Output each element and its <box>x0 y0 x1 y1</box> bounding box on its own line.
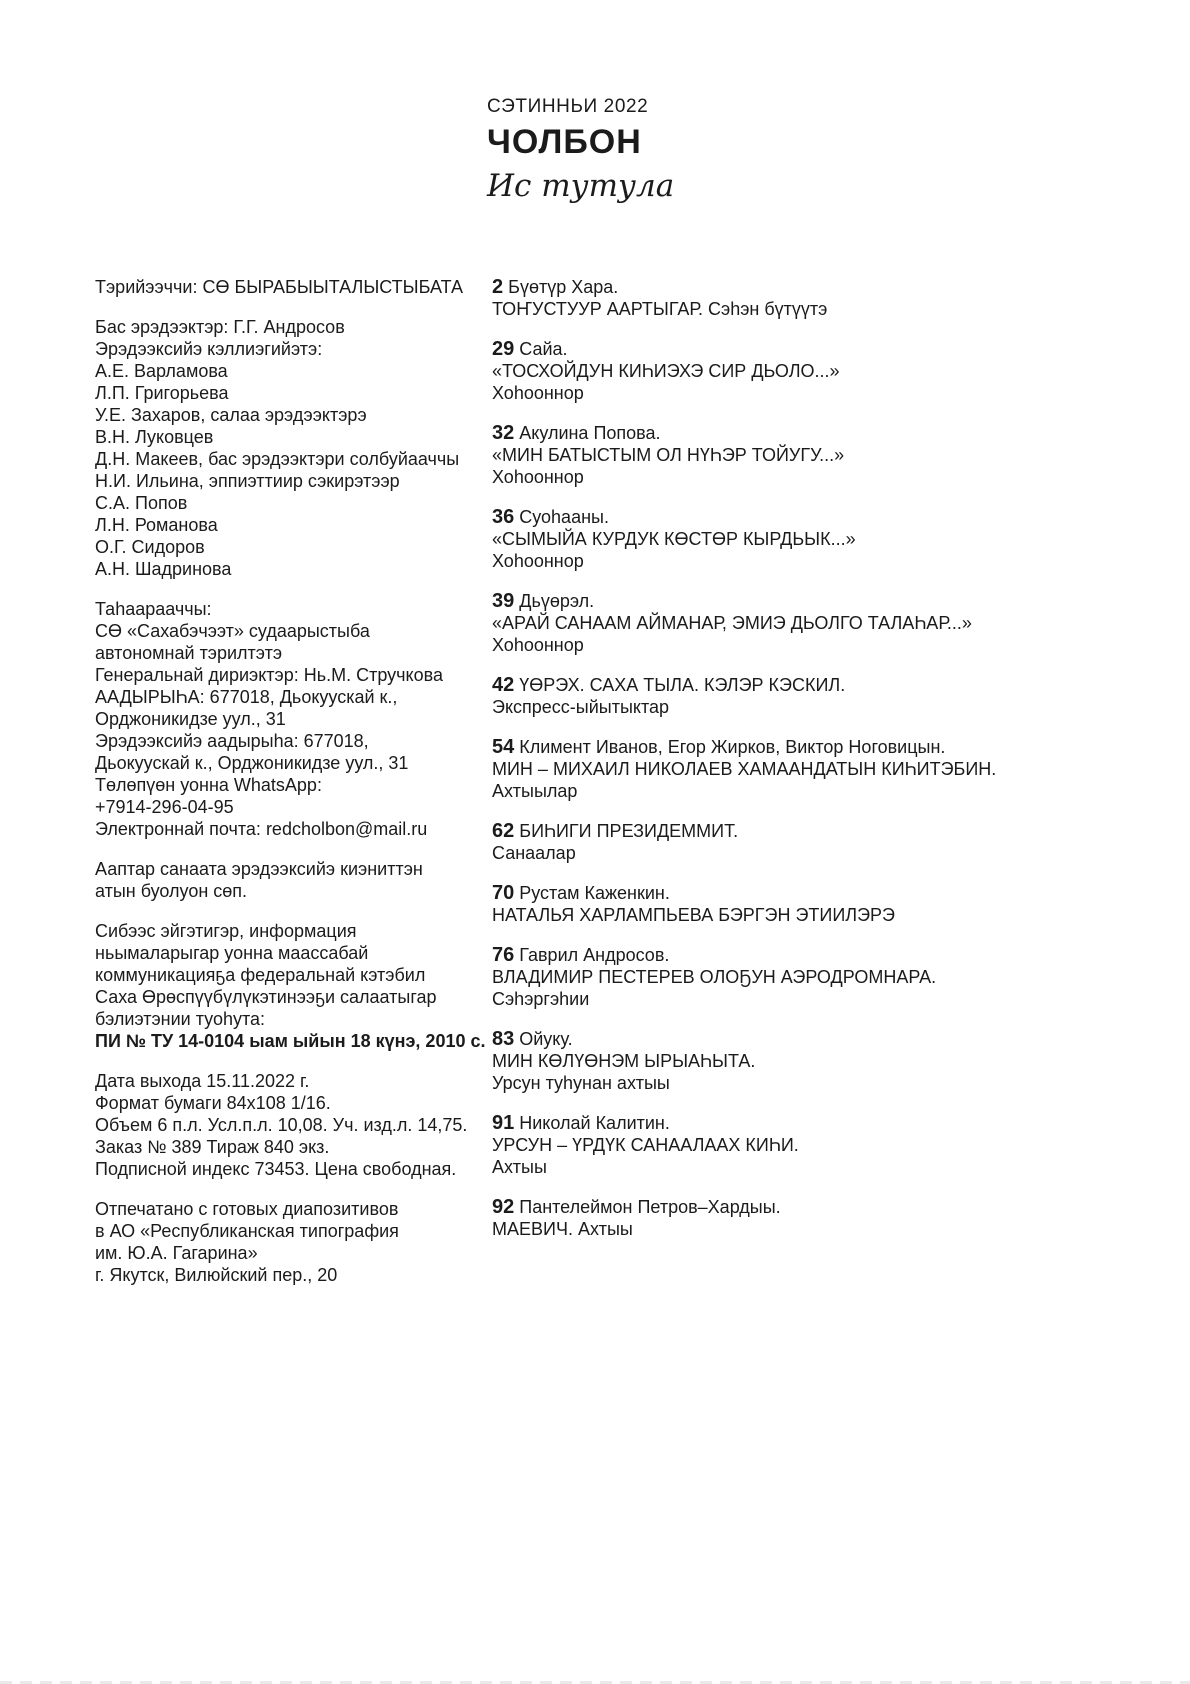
imprint-line: Саха Өрөспүүбүлүкэтинээҕи салаатыгар <box>95 987 437 1007</box>
toc-entry-line: Хоһооннор <box>492 551 584 571</box>
toc-entry-line: Хоһооннор <box>492 383 584 403</box>
toc-entry-first-line: 39 Дьүөрэл. <box>492 590 595 612</box>
toc-entry-line: МИН КӨЛҮӨНЭМ ЫРЫАҺЫТА. <box>492 1051 756 1071</box>
imprint-line: Н.И. Ильина, эппиэттиир сэкирэтээр <box>95 471 400 491</box>
toc-entry-line: Хоһооннор <box>492 635 584 655</box>
toc-entry <box>492 944 1162 1010</box>
imprint-block <box>95 276 495 298</box>
toc-page-number: 39 <box>492 590 515 612</box>
toc-entry <box>492 422 1162 488</box>
imprint-line: С.А. Попов <box>95 493 188 513</box>
toc-page-number: 76 <box>492 944 515 966</box>
imprint-line: ААДЫРЫҺА: 677018, Дьокуускай к., <box>95 687 398 707</box>
imprint-line: А.Н. Шадринова <box>95 559 232 579</box>
toc-page-number: 54 <box>492 736 515 758</box>
toc-entry-line: «МИН БАТЫСТЫМ ОЛ НҮҺЭР ТОЙУГУ...» <box>492 445 845 465</box>
toc-entry-first-line: 70 Рустам Каженкин. <box>492 882 670 904</box>
imprint-line: Подписной индекс 73453. Цена свободная. <box>95 1159 457 1179</box>
toc-entry-first-line: 76 Гаврил Андросов. <box>492 944 670 966</box>
imprint-line: Формат бумаги 84х108 1/16. <box>95 1093 331 1113</box>
imprint-line: Эрэдээксийэ кэллиэгийэтэ: <box>95 339 323 359</box>
imprint-line: В.Н. Луковцев <box>95 427 214 447</box>
imprint-line: Л.П. Григорьева <box>95 383 229 403</box>
toc-page-number: 2 <box>492 276 504 298</box>
toc-entry <box>492 1028 1162 1094</box>
toc-entry <box>492 338 1162 404</box>
toc-page-number: 42 <box>492 674 515 696</box>
imprint-line: Отпечатано с готовых диапозитивов <box>95 1199 399 1219</box>
toc-entry-line: «АРАЙ САНААМ АЙМАНАР, ЭМИЭ ДЬОЛГО ТАЛАҺАР...» <box>492 613 972 633</box>
toc-entry-first-line: 54 Климент Иванов, Егор Жирков, Виктор Ноговицын. <box>492 736 946 758</box>
toc-page-number: 29 <box>492 338 515 360</box>
imprint-line: атын буолуон сөп. <box>95 881 248 901</box>
imprint-line: Сибээс эйгэтигэр, информация <box>95 921 357 941</box>
toc-entry-first-line: 29 Сайа. <box>492 338 568 360</box>
toc-page-number: 91 <box>492 1112 515 1134</box>
imprint-block <box>95 1070 495 1180</box>
imprint-block <box>95 920 495 1052</box>
toc-entry-first-line: 91 Николай Калитин. <box>492 1112 670 1134</box>
toc-entry <box>492 506 1162 572</box>
toc-entry-line: Санаалар <box>492 843 576 863</box>
imprint-block <box>95 598 495 840</box>
toc-entry-line: ВЛАДИМИР ПЕСТЕРЕВ ОЛОҔУН АЭРОДРОМНАРА. <box>492 967 937 987</box>
imprint-column <box>95 276 495 1304</box>
toc-entry-first-line: 83 Ойуку. <box>492 1028 573 1050</box>
imprint-line: Таһаарааччы: <box>95 599 212 619</box>
toc-entry-first-line: 2 Бүөтүр Хара. <box>492 276 619 298</box>
imprint-line: Генеральнай дириэктэр: Нь.М. Стручкова <box>95 665 444 685</box>
toc-entry <box>492 820 1162 864</box>
imprint-line: Тэрийээччи: СӨ БЫРАБЫЫТАЛЫСТЫБАТА <box>95 277 464 297</box>
toc-entry <box>492 276 1162 320</box>
toc-entry-line: «СЫМЫЙА КУРДУК КӨСТӨР КЫРДЬЫК...» <box>492 529 856 549</box>
contents-subtitle: Ис тутула <box>487 168 675 204</box>
toc-entry-line: Ахтыы <box>492 1157 547 1177</box>
imprint-line: Дата выхода 15.11.2022 г. <box>95 1071 310 1091</box>
toc-entry <box>492 1196 1162 1240</box>
toc-page-number: 36 <box>492 506 515 528</box>
imprint-line: им. Ю.А. Гагарина» <box>95 1243 258 1263</box>
imprint-line: Д.Н. Макеев, бас эрэдээктэри солбуйааччы <box>95 449 460 469</box>
imprint-line: Бас эрэдээктэр: Г.Г. Андросов <box>95 317 345 337</box>
toc-page-number: 83 <box>492 1028 515 1050</box>
toc-entry-line: «ТОСХОЙДУН КИҺИЭХЭ СИР ДЬОЛО...» <box>492 361 840 381</box>
toc-entry-line: МАЕВИЧ. Ахтыы <box>492 1219 633 1239</box>
toc-entry-line: Хоһооннор <box>492 467 584 487</box>
toc-entry-first-line: 42 ҮӨРЭХ. САХА ТЫЛА. КЭЛЭР КЭСКИЛ. <box>492 674 846 696</box>
imprint-block <box>95 858 495 902</box>
toc-entry-line: УРСУН – ҮРДҮК САНААЛААХ КИҺИ. <box>492 1135 799 1155</box>
toc-entry-line: Урсун туһунан ахтыы <box>492 1073 670 1093</box>
toc-entry <box>492 882 1162 926</box>
toc-entry-first-line: 36 Суоһааны. <box>492 506 609 528</box>
toc-entry-line: Ахтыылар <box>492 781 578 801</box>
imprint-line: коммуникацияҕа федеральнай кэтэбил <box>95 965 426 985</box>
toc-entry <box>492 674 1162 718</box>
imprint-line: Объем 6 п.л. Усл.п.л. 10,08. Уч. изд.л. 14,75. <box>95 1115 468 1135</box>
toc <box>492 276 1162 1258</box>
imprint-block <box>95 1198 495 1286</box>
masthead <box>487 96 674 204</box>
toc-page-number: 62 <box>492 820 515 842</box>
toc-entry-line: Экспресс-ыйытыктар <box>492 697 670 717</box>
imprint-line: автономнай тэрилтэтэ <box>95 643 283 663</box>
magazine-title: ЧОЛБОН <box>487 123 642 161</box>
toc-entry-first-line: 92 Пантелеймон Петров–Хардыы. <box>492 1196 781 1218</box>
toc-entry-first-line: 62 БИҺИГИ ПРЕЗИДЕММИТ. <box>492 820 739 842</box>
toc-entry <box>492 736 1162 802</box>
toc-page-number: 70 <box>492 882 515 904</box>
imprint-line: Төлөпүөн уонна WhatsApp: <box>95 775 322 795</box>
toc-entry-line: ТОҤУСТУУР ААРТЫГАР. Сэһэн бүтүүтэ <box>492 299 828 319</box>
toc-entry-first-line: 32 Акулина Попова. <box>492 422 661 444</box>
toc-page-number: 32 <box>492 422 515 444</box>
toc-entry <box>492 590 1162 656</box>
imprint-line: г. Якутск, Вилюйский пер., 20 <box>95 1265 338 1285</box>
issue-date: СЭТИННЬИ 2022 <box>487 96 649 117</box>
toc-entry-line: МИН – МИХАИЛ НИКОЛАЕВ ХАМААНДАТЫН КИҺИТЭБИН. <box>492 759 997 779</box>
imprint-line: в АО «Республиканская типография <box>95 1221 399 1241</box>
imprint-line: О.Г. Сидоров <box>95 537 205 557</box>
toc-entry <box>492 1112 1162 1178</box>
imprint-line: ПИ № ТУ 14-0104 ыам ыйын 18 күнэ, 2010 с. <box>95 1031 486 1051</box>
imprint-line: Орджоникидзе уул., 31 <box>95 709 286 729</box>
toc-page-number: 92 <box>492 1196 515 1218</box>
imprint-line: Дьокуускай к., Орджоникидзе уул., 31 <box>95 753 409 773</box>
imprint-line: +7914-296-04-95 <box>95 797 234 817</box>
imprint-line: бэлиэтэнии туоһута: <box>95 1009 266 1029</box>
imprint-block <box>95 316 495 580</box>
imprint-line: Электроннай почта: redcholbon@mail.ru <box>95 819 428 839</box>
imprint-line: СӨ «Сахабэчээт» судаарыстыба <box>95 621 370 641</box>
imprint-line: А.Е. Варламова <box>95 361 228 381</box>
imprint-line: ньымаларыгар уонна маассабай <box>95 943 369 963</box>
imprint-line: Ааптар санаата эрэдээксийэ киэниттэн <box>95 859 423 879</box>
imprint-line: Л.Н. Романова <box>95 515 218 535</box>
imprint-line: Эрэдээксийэ аадырыһа: 677018, <box>95 731 369 751</box>
toc-entry-line: НАТАЛЬЯ ХАРЛАМПЬЕВА БЭРГЭН ЭТИИЛЭРЭ <box>492 905 895 925</box>
toc-entry-line: Сэһэргэһии <box>492 989 590 1009</box>
imprint-line: Заказ № 389 Тираж 840 экз. <box>95 1137 330 1157</box>
imprint-line: У.Е. Захаров, салаа эрэдээктэрэ <box>95 405 367 425</box>
